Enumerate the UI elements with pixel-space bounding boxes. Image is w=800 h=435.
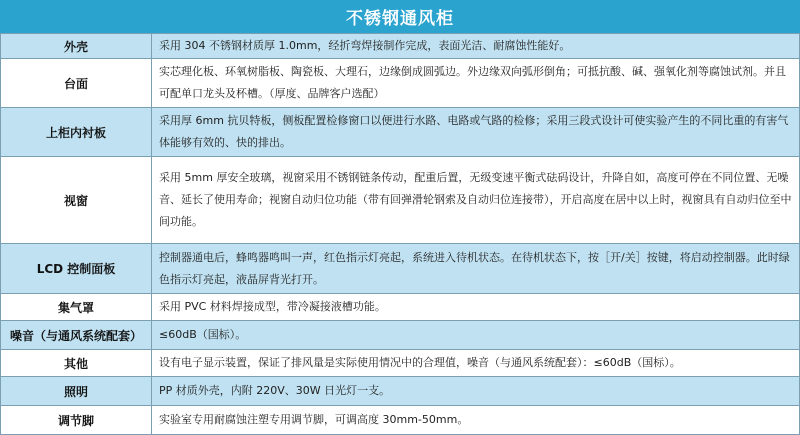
table-row: [1, 157, 800, 244]
row-value: 采用厚 6mm 抗贝特板，侧板配置检修窗口以便进行水路、电路或气路的检修；采用三段式设计可使实验产生的不同比重的有害气体能够有效的、快的排出。: [152, 108, 800, 157]
row-label: 外壳: [1, 34, 152, 59]
row-value: 采用 304 不锈钢材质厚 1.0mm，经折弯焊接制作完成，表面光洁、耐腐蚀性能好。: [152, 34, 800, 59]
row-label: 集气罩: [1, 294, 152, 321]
row-value: 实验室专用耐腐蚀注塑专用调节脚，可调高度 30mm-50mm。: [152, 406, 800, 435]
table-row: [1, 244, 800, 294]
row-value: 采用 PVC 材料焊接成型，带冷凝接液槽功能。: [152, 294, 800, 321]
row-label: 噪音（与通风系统配套）: [1, 321, 152, 350]
row-label: 台面: [1, 59, 152, 108]
table-row: [1, 406, 800, 435]
row-value: ≤60dB（国标）。: [152, 321, 800, 350]
row-label: 调节脚: [1, 406, 152, 435]
row-value: 控制器通电后，蜂鸣器鸣叫一声，红色指示灯亮起，系统进入待机状态。在待机状态下，按［开/关］按键，将启动控制器。此时绿色指示灯亮起，液晶屏背光打开。: [152, 244, 800, 294]
row-label: LCD 控制面板: [1, 244, 152, 294]
row-value: 采用 5mm 厚安全玻璃，视窗采用不锈钢链条传动，配重后置，无级变速平衡式砝码设计，升降自如，高度可停在不同位置、无噪音、延长了使用寿命；视窗自动归位功能（带有回弹滑轮钢索及自动归位连接带），开启高度在居中以上时，视窗具有自动归位至中间功能。: [152, 157, 800, 244]
table-row: [1, 108, 800, 157]
row-label: 视窗: [1, 157, 152, 244]
table-title: 不锈钢通风柜: [0, 0, 800, 33]
table-row: [1, 377, 800, 406]
row-label: 其他: [1, 350, 152, 377]
table-row: [1, 350, 800, 377]
spec-table: [0, 33, 800, 435]
row-value: PP 材质外壳，内附 220V、30W 日光灯一支。: [152, 377, 800, 406]
row-label: 照明: [1, 377, 152, 406]
table-row: [1, 59, 800, 108]
row-value: 实芯理化板、环氧树脂板、陶瓷板、大理石，边缘倒成圆弧边。外边缘双向弧形倒角；可抵抗酸、碱、强氧化剂等腐蚀试剂。并且可配单口龙头及杯槽。（厚度、品牌客户选配）: [152, 59, 800, 108]
table-row: [1, 294, 800, 321]
table-row: [1, 34, 800, 59]
table-row: [1, 321, 800, 350]
row-value: 设有电子显示装置，保证了排风量是实际使用情况中的合理值，噪音（与通风系统配套）：≤60dB（国标）。: [152, 350, 800, 377]
row-label: 上柜内衬板: [1, 108, 152, 157]
